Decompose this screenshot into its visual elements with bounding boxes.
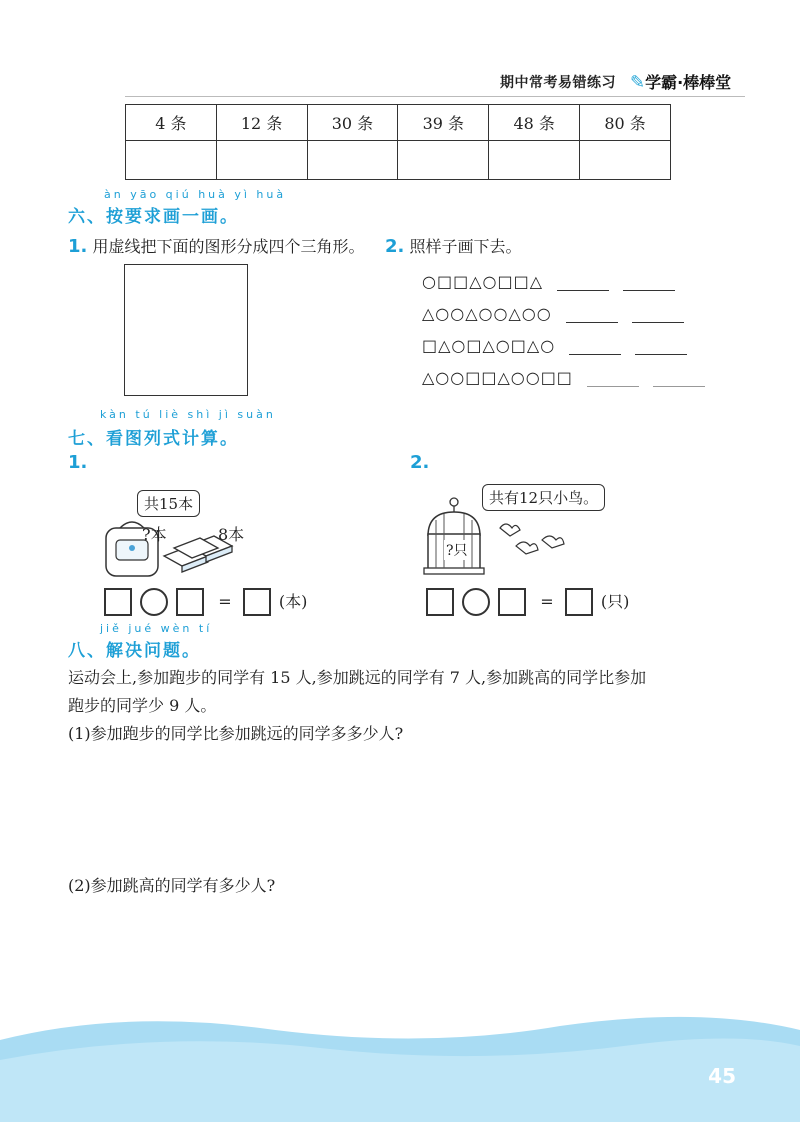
answer-cell[interactable]: [398, 141, 489, 180]
table-header-cell: 4 条: [126, 105, 217, 141]
number-box[interactable]: [498, 588, 526, 616]
answer-area-2[interactable]: [68, 906, 748, 1006]
unit-label: (只): [600, 591, 630, 611]
pattern-sequence: △○○△○○△○○: [422, 304, 552, 323]
table-header-cell: 48 条: [489, 105, 580, 141]
equals-sign: =: [218, 591, 232, 611]
q6-1-number: 1.: [68, 236, 88, 257]
answer-blank[interactable]: [557, 274, 609, 291]
sec7-pinyin: kàn tú liè shì jì suàn: [100, 408, 276, 421]
known-books-label: 8本: [218, 525, 245, 544]
q6-2-number: 2.: [385, 236, 405, 257]
birdcage-icon: [420, 496, 492, 578]
page-number: 45: [708, 1064, 736, 1088]
draw-square[interactable]: [124, 264, 248, 396]
problem-line: 运动会上,参加跑步的同学有 15 人,参加跳远的同学有 7 人,参加跳高的同学比参加: [68, 668, 647, 687]
q7-1-equation: [104, 588, 310, 616]
pattern-list: [422, 272, 742, 400]
answer-cell[interactable]: [216, 141, 307, 180]
footer-wave: [0, 1000, 800, 1122]
answer-cell[interactable]: [489, 141, 580, 180]
pattern-row: [422, 336, 742, 368]
pattern-sequence: □△○□△○□△○: [422, 336, 556, 355]
sec8-pinyin: jiě jué wèn tí: [100, 622, 213, 635]
total-birds-bubble: 共有12只小鸟。: [482, 484, 605, 511]
answer-cell[interactable]: [580, 141, 671, 180]
problem-text: [68, 664, 748, 748]
pattern-row: [422, 368, 742, 400]
answer-blank[interactable]: [566, 306, 618, 323]
result-box[interactable]: [565, 588, 593, 616]
q7-2-number: 2.: [410, 452, 430, 473]
sec6-title: 六、按要求画一画。: [68, 207, 239, 227]
table-answer-row[interactable]: [126, 141, 671, 180]
answer-cell[interactable]: [126, 141, 217, 180]
pattern-sequence: △○○□□△○○□□: [422, 368, 573, 387]
flying-birds-icon: [496, 518, 568, 562]
answer-blank[interactable]: [623, 274, 675, 291]
brand-text: 学霸·棒棒堂: [645, 73, 732, 92]
header-title: 期中常考易错练习: [500, 75, 616, 91]
equals-sign: =: [540, 591, 554, 611]
pattern-sequence: ○□□△○□□△: [422, 272, 543, 291]
number-box[interactable]: [426, 588, 454, 616]
answer-blank[interactable]: [587, 370, 639, 387]
table-header-row: [126, 105, 671, 141]
operator-circle[interactable]: [462, 588, 490, 616]
fish-table: [125, 104, 671, 180]
problem-line: 跑步的同学少 9 人。: [68, 696, 217, 715]
mortarboard-icon: ✎: [630, 72, 646, 93]
answer-area-1[interactable]: [68, 760, 748, 860]
number-box[interactable]: [176, 588, 204, 616]
header-rule: [125, 96, 745, 97]
pattern-row: [422, 272, 742, 304]
sec7-title: 七、看图列式计算。: [68, 429, 239, 449]
unknown-books-label: ?本: [142, 525, 167, 544]
answer-blank[interactable]: [635, 338, 687, 355]
q6-1: [68, 234, 364, 257]
q6-1-text: 用虚线把下面的图形分成四个三角形。: [92, 237, 365, 256]
q6-2: [385, 234, 521, 257]
total-books-bubble: 共15本: [137, 490, 200, 517]
number-box[interactable]: [104, 588, 132, 616]
q7-2-equation: [426, 588, 632, 616]
answer-blank[interactable]: [653, 370, 705, 387]
sec6-pinyin: àn yāo qiú huà yì huà: [104, 188, 287, 201]
answer-blank[interactable]: [569, 338, 621, 355]
table-header-cell: 80 条: [580, 105, 671, 141]
header-brand: [630, 70, 731, 93]
unknown-birds-label: ?只: [444, 540, 470, 560]
answer-cell[interactable]: [307, 141, 398, 180]
page-header: [500, 70, 740, 92]
operator-circle[interactable]: [140, 588, 168, 616]
sub-question-1: (1)参加跑步的同学比参加跳远的同学多多少人?: [68, 724, 404, 743]
unit-label: (本): [278, 591, 308, 611]
table-header-cell: 12 条: [216, 105, 307, 141]
answer-blank[interactable]: [632, 306, 684, 323]
result-box[interactable]: [243, 588, 271, 616]
q7-1-number: 1.: [68, 452, 88, 473]
table-header-cell: 30 条: [307, 105, 398, 141]
q6-2-text: 照样子画下去。: [409, 237, 522, 256]
sub-question-2: (2)参加跳高的同学有多少人?: [68, 876, 276, 895]
pattern-row: [422, 304, 742, 336]
table-header-cell: 39 条: [398, 105, 489, 141]
sec8-title: 八、解决问题。: [68, 641, 201, 661]
